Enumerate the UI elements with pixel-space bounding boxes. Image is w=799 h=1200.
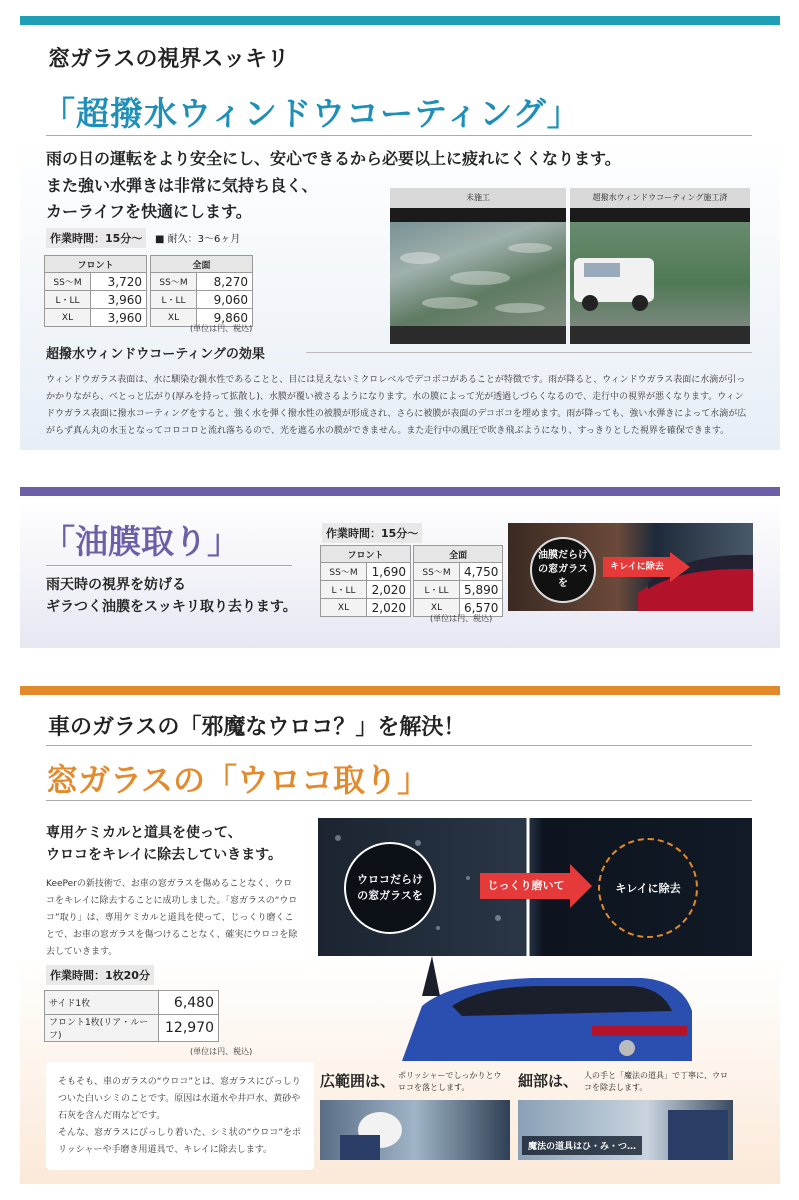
s3-detail-text: 人の手と「魔法の道具」で丁寧に、ウロコを除去します。 <box>584 1071 728 1092</box>
s3-detail-title: 細部は、 <box>518 1072 579 1090</box>
size-cell: L・LL <box>151 291 197 309</box>
price-cell: 5,890 <box>460 581 503 599</box>
size-cell: XL <box>414 599 460 617</box>
s1-full-header: 全面 <box>151 256 253 273</box>
blue-car-image <box>392 956 752 1066</box>
table-row <box>45 273 147 291</box>
price-cell: 3,960 <box>91 291 147 309</box>
s2-work-time: 作業時間：15分～ <box>322 523 422 543</box>
section-1-color-bar <box>20 16 780 25</box>
table-row <box>414 581 503 599</box>
size-cell: L・LL <box>414 581 460 599</box>
s3-price-table <box>44 990 219 1042</box>
clear-car-image <box>570 208 750 344</box>
s1-title: 「超撥水ウィンドウコーティング」 <box>42 94 581 133</box>
s1-front-header: フロント <box>45 256 147 273</box>
price-cell: 6,570 <box>460 599 503 617</box>
s2-lead-2: ギラつく油膜をスッキリ取り去ります。 <box>46 599 297 615</box>
s1-full-price-table <box>150 255 253 327</box>
table-row <box>45 1015 219 1042</box>
s3-magic-label: 魔法の道具はひ・み・つ… <box>522 1136 642 1155</box>
price-cell: 9,860 <box>197 309 253 327</box>
s3-subtitle: 車のガラスの「邪魔なウロコ？」を解決！ <box>48 715 466 740</box>
s1-work-time: 作業時間：15分～ <box>46 228 146 248</box>
before-label: 未施工 <box>390 188 566 208</box>
size-cell: SS～M <box>151 273 197 291</box>
s3-title-rule <box>46 800 752 801</box>
s3-wide-title: 広範囲は、 <box>320 1072 396 1090</box>
table-row <box>45 309 147 327</box>
section-2-color-bar <box>20 487 780 496</box>
s3-lead-2: ウロコをキレイに除去していきます。 <box>46 847 283 863</box>
price-cell: 2,020 <box>367 581 411 599</box>
s2-full-price-table <box>413 545 503 617</box>
s1-lead-1: 雨の日の運転をより安全にし、安心できるから必要以上に疲れにくくなります。 <box>46 149 621 168</box>
s1-lead-2: また強い水弾きは非常に気持ち良く、 <box>46 176 318 195</box>
price-cell: 1,690 <box>367 563 411 581</box>
s2-unit-note: (単位は円、税込) <box>430 614 493 623</box>
table-row <box>45 291 147 309</box>
section-3-color-bar <box>20 686 780 695</box>
s2-arrow-head-icon <box>670 552 690 582</box>
price-cell: 9,060 <box>197 291 253 309</box>
price-cell: 3,960 <box>91 309 147 327</box>
s1-effect-title: 超撥水ウィンドウコーティングの効果 <box>46 347 265 362</box>
s2-front-price-table <box>320 545 411 617</box>
s3-title: 窓ガラスの「ウロコ取り」 <box>46 761 430 799</box>
size-cell: L・LL <box>45 291 91 309</box>
table-row <box>321 563 411 581</box>
after-photo <box>570 208 750 344</box>
s2-front-header: フロント <box>321 546 411 563</box>
table-row <box>321 599 411 617</box>
s1-effect-rule <box>306 352 752 353</box>
size-cell: L・LL <box>321 581 367 599</box>
s3-circle-after: キレイに除去 <box>598 838 698 938</box>
s1-lead-3: カーライフを快適にします。 <box>46 202 252 221</box>
item-cell: フロント1枚(リア・ルーフ) <box>45 1015 159 1042</box>
price-cell: 4,750 <box>460 563 503 581</box>
rain-blur-image <box>390 208 566 344</box>
s2-circle-label: 油膜だらけの窓ガラスを <box>530 537 596 603</box>
table-row <box>321 581 411 599</box>
s2-lead-1: 雨天時の視界を妨げる <box>46 577 186 593</box>
price-cell: 2,020 <box>367 599 411 617</box>
polisher-photo <box>320 1100 510 1160</box>
size-cell: XL <box>321 599 367 617</box>
table-row <box>151 291 253 309</box>
size-cell: XL <box>45 309 91 327</box>
size-cell: SS～M <box>414 563 460 581</box>
table-row <box>151 273 253 291</box>
s3-arrow-head-icon <box>570 864 592 908</box>
table-row <box>45 991 219 1015</box>
s3-unit-note: (単位は円、税込) <box>190 1047 253 1056</box>
s1-effect-body: ウィンドウガラス表面は、水に馴染む親水性であることと、目には見えないミクロレベルでデコボコがあることが特徴です。雨が降ると、ウィンドウガラス表面に水滴が引っかかりながら、べとっと広がり(厚みを持って拡散し)、水膜が覆い被さるようになります。水の膜によって光が透過しづらくなるので、走行中の視界が悪くなります。ウィンドウガラス表面に撥水コーティングをすると、強く水を弾く撥水性の被膜が形成され、さらに被膜が表面のデコボコを埋めます。雨が降っても、強い水弾きによって水滴が広がらず真ん丸の水玉となってコロコロと流れ落ちるので、光を遮る水の膜ができません。また走行中の風圧で吹き飛ぶようになり、すっきりとした視界を確保できます。 <box>46 375 747 436</box>
s3-lead-1: 専用ケミカルと道具を使って、 <box>46 825 242 841</box>
after-label: 超撥水ウィンドウコーティング施工済 <box>570 188 750 208</box>
item-cell: サイド1枚 <box>45 991 159 1015</box>
price-cell: 3,720 <box>91 273 147 291</box>
size-cell: SS～M <box>321 563 367 581</box>
s3-circle-before: ウロコだらけの窓ガラスを <box>344 842 436 934</box>
s3-info-2: そんな、窓ガラスにびっしり着いた、シミ状の“ウロコ”をポリッシャーや手磨き用道具で、キレイに除去します。 <box>58 1128 302 1155</box>
s1-subtitle: 窓ガラスの視界スッキリ <box>48 47 290 72</box>
s3-work-time: 作業時間：1枚20分 <box>46 965 154 985</box>
s2-title: 「油膜取り」 <box>42 522 240 561</box>
s2-full-header: 全面 <box>414 546 503 563</box>
s3-arrow-label: じっくり磨いて <box>480 873 572 899</box>
s2-title-rule <box>46 565 292 566</box>
price-cell: 8,270 <box>197 273 253 291</box>
s1-title-rule <box>46 135 752 136</box>
before-photo <box>390 208 566 344</box>
s1-unit-note: (単位は円、税込) <box>190 324 253 333</box>
table-row <box>414 563 503 581</box>
price-cell: 12,970 <box>159 1015 219 1042</box>
s1-durability: ■ 耐久：3～6ヶ月 <box>155 234 241 245</box>
price-cell: 6,480 <box>159 991 219 1015</box>
polisher-image <box>320 1100 510 1160</box>
s3-info-1: そもそも、車のガラスの“ウロコ”とは、窓ガラスにびっしりついた白いシミのことです。原因は水道水や井戸水、黄砂や石灰を含んだ雨などです。 <box>58 1077 301 1121</box>
size-cell: XL <box>151 309 197 327</box>
s2-arrow-label: キレイに除去 <box>603 557 671 577</box>
size-cell: SS～M <box>45 273 91 291</box>
s1-front-price-table <box>44 255 147 327</box>
s3-body: KeePerの新技術で、お車の窓ガラスを傷めることなく、ウロコをキレイに除去することに成功しました。「窓ガラスの“ウロコ”取り」は、専用ケミカルと道具を使って、じっくり磨くことで、お車の窓ガラスを傷つけることなく、確実にウロコを除去していきます。 <box>46 879 298 957</box>
s3-wide-text: ポリッシャーでしっかりとウロコを落とします。 <box>398 1071 502 1092</box>
s3-subtitle-rule <box>46 745 752 746</box>
